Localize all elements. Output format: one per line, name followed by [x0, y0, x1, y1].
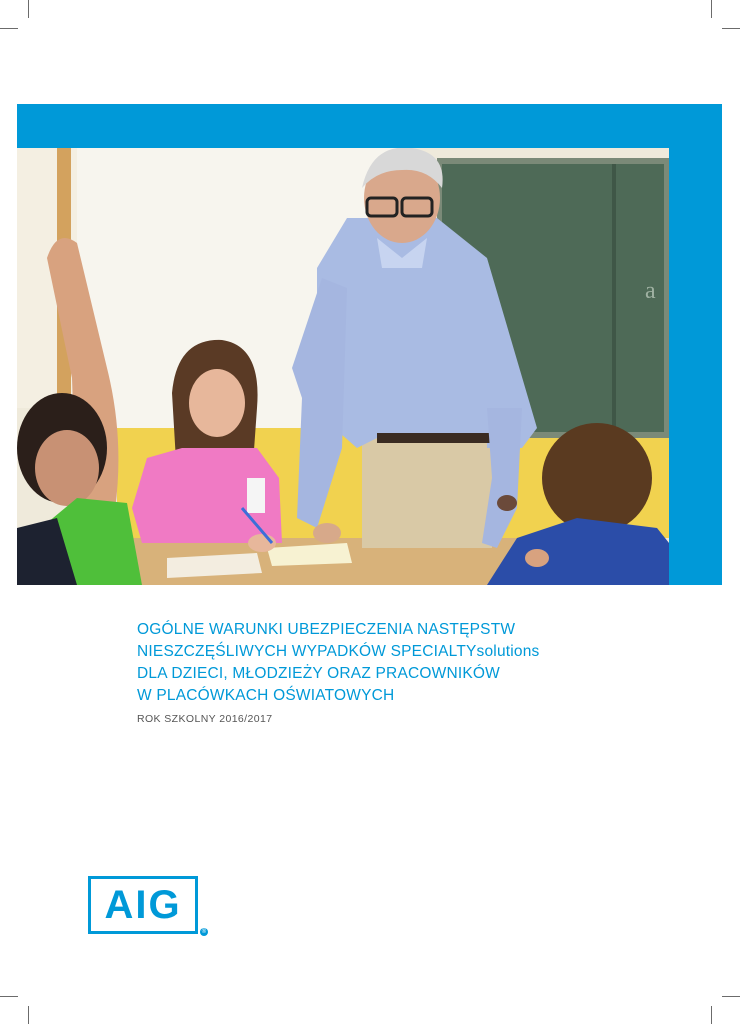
title-line-2-suffix: solutions [476, 643, 540, 660]
crop-mark [0, 996, 18, 997]
aig-logo [88, 876, 198, 934]
crop-mark [711, 1006, 712, 1024]
crop-mark [28, 1006, 29, 1024]
crop-mark [0, 28, 18, 29]
title-line-2-main: NIESZCZĘŚLIWYCH WYPADKÓW SPECIALTY [137, 643, 477, 660]
title-line-2 [137, 641, 697, 663]
crop-mark [722, 28, 740, 29]
aig-logo-text: AIG [104, 883, 182, 927]
school-year-subtitle: ROK SZKOLNY 2016/2017 [137, 713, 273, 725]
document-title [137, 619, 697, 707]
crop-mark [722, 996, 740, 997]
title-line-4: W PLACÓWKACH OŚWIATOWYCH [137, 687, 395, 704]
classroom-illustration [17, 148, 669, 585]
crop-mark [28, 0, 29, 18]
title-line-3: DLA DZIECI, MŁODZIEŻY ORAZ PRACOWNIKÓW [137, 665, 500, 682]
registered-trademark-icon: ® [201, 929, 207, 935]
crop-mark [711, 0, 712, 18]
svg-text:a: a [645, 278, 656, 304]
title-line-1: OGÓLNE WARUNKI UBEZPIECZENIA NASTĘPSTW [137, 621, 516, 638]
cover-photo [17, 148, 669, 585]
